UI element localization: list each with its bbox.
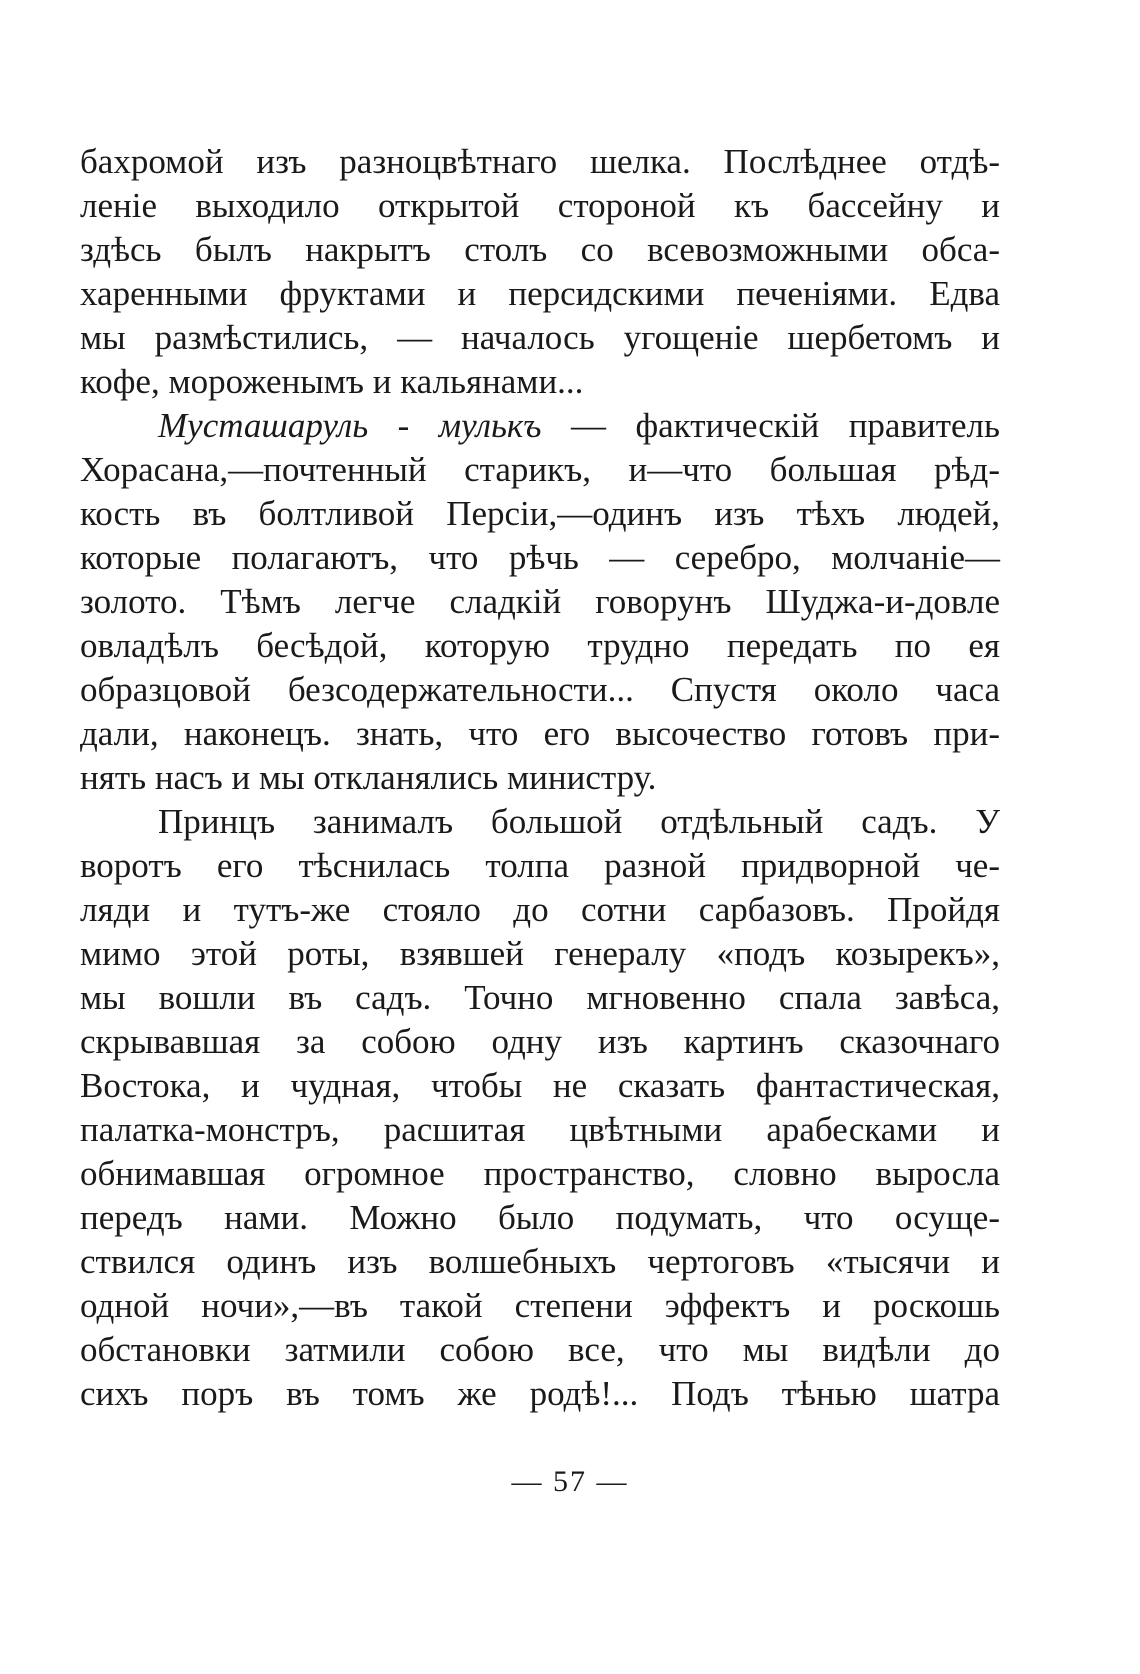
page-number: — 57 — bbox=[511, 1465, 629, 1498]
text-line: здѣсь былъ накрытъ столъ со всевозможными обса- bbox=[80, 230, 1000, 269]
paragraph-3 bbox=[80, 800, 1000, 1416]
text-line: которые полагаютъ, что рѣчь — серебро, молчаніе— bbox=[80, 538, 1000, 577]
text-line-first: Принцъ занималъ большой отдѣльный садъ. У bbox=[158, 802, 1000, 841]
paragraph-1 bbox=[80, 140, 1000, 404]
text-line: бахромой изъ разноцвѣтнаго шелка. Послѣднее отдѣ- bbox=[80, 142, 1000, 181]
text-line: дали, наконецъ. знать, что его высочество готовъ при- bbox=[80, 714, 1000, 753]
paragraph-2 bbox=[80, 404, 1000, 800]
text-line: Хорасана,—почтенный старикъ, и—что большая рѣд- bbox=[80, 450, 1000, 489]
text-line: ляди и тутъ-же стояло до сотни сарбазовъ. Пройдя bbox=[80, 890, 1000, 929]
text-line: воротъ его тѣснилась толпа разной придворной че- bbox=[80, 846, 1000, 885]
text-line: золото. Тѣмъ легче сладкій говорунъ Шуджа-и-довле bbox=[80, 582, 1000, 621]
text-line: мы размѣстились, — началось угощеніе шербетомъ и bbox=[80, 318, 1000, 357]
text-run: — фактическій правитель bbox=[541, 406, 1000, 445]
text-line: палатка-монстръ, расшитая цвѣтными арабесками и bbox=[80, 1110, 1000, 1149]
text-line: ствился одинъ изъ волшебныхъ чертоговъ «тысячи и bbox=[80, 1242, 1000, 1281]
text-line: обстановки затмили собою все, что мы видѣли до bbox=[80, 1330, 1000, 1369]
text-line: кофе, мороженымъ и кальянами... bbox=[80, 362, 584, 401]
text-line: одной ночи»,—въ такой степени эффектъ и роскошь bbox=[80, 1286, 1000, 1325]
text-line: кость въ болтливой Персіи,—одинъ изъ тѣхъ людей, bbox=[80, 494, 1000, 533]
text-line: передъ нами. Можно было подумать, что осуще- bbox=[80, 1198, 1000, 1237]
text-line: сихъ поръ въ томъ же родѣ!... Подъ тѣнью шатра bbox=[80, 1374, 1000, 1413]
text-line: харенными фруктами и персидскими печеніями. Едва bbox=[80, 274, 1000, 313]
text-line: образцовой безсодержательности... Спустя около часа bbox=[80, 670, 1000, 709]
text-line: нять насъ и мы откланялись министру. bbox=[80, 758, 657, 797]
text-line: мы вошли въ садъ. Точно мгновенно спала завѣса, bbox=[80, 978, 1000, 1017]
text-line: обнимавшая огромное пространство, словно выросла bbox=[80, 1154, 1000, 1193]
text-line: мимо этой роты, взявшей генералу «подъ козырекъ», bbox=[80, 934, 1000, 973]
text-line: овладѣлъ бесѣдой, которую трудно передать по ея bbox=[80, 626, 1000, 665]
text-line: леніе выходило открытой стороной къ бассейну и bbox=[80, 186, 1000, 225]
text-line-first bbox=[80, 404, 1000, 448]
page-body bbox=[80, 140, 1000, 1416]
text-line: скрывавшая за собою одну изъ картинъ сказочнаго bbox=[80, 1022, 1000, 1061]
italic-term: Мусташаруль - мулькъ bbox=[158, 406, 542, 445]
text-line: Востока, и чудная, чтобы не сказать фантастическая, bbox=[80, 1066, 1000, 1105]
